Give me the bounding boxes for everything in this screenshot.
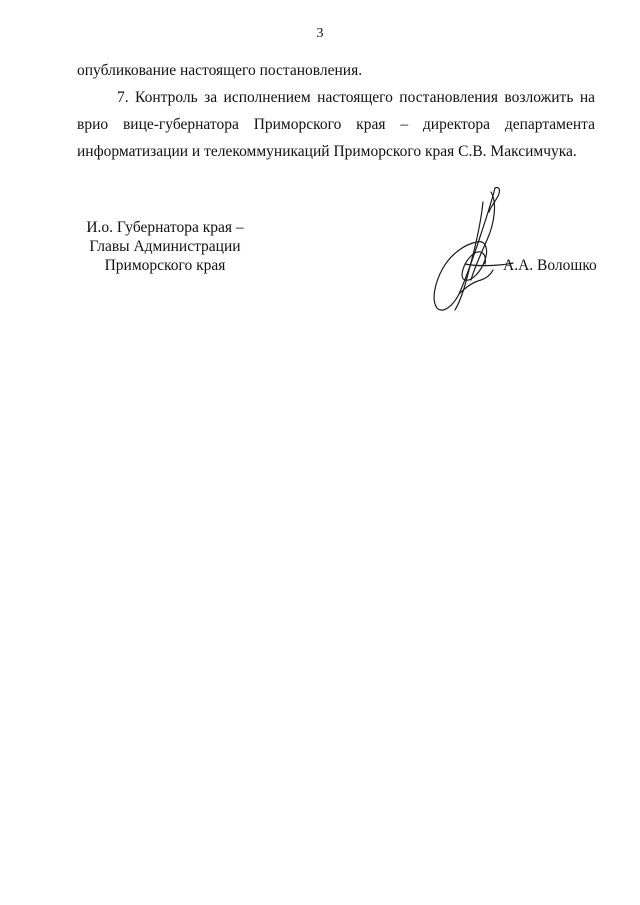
signatory-title: [75, 218, 255, 275]
page-number: 3: [316, 26, 324, 41]
signatory-title-line-3: Приморского края: [104, 257, 226, 274]
signatory-name: А.А. Волошко: [503, 257, 597, 274]
paragraph-control: 7. Контроль за исполнением настоящего постановления возложить на врио вице-губернатора Приморского края – директора департамента информатизации и телекоммуникаций Приморского края С.В. Максимчука.: [77, 89, 595, 160]
handwritten-signature: [425, 182, 515, 317]
paragraph-publication: опубликование настоящего постановления.: [77, 62, 363, 79]
body-text: [77, 57, 595, 165]
signatory-title-line-2: Главы Администрации: [89, 238, 241, 255]
signatory-title-line-1: И.о. Губернатора края –: [86, 219, 244, 236]
